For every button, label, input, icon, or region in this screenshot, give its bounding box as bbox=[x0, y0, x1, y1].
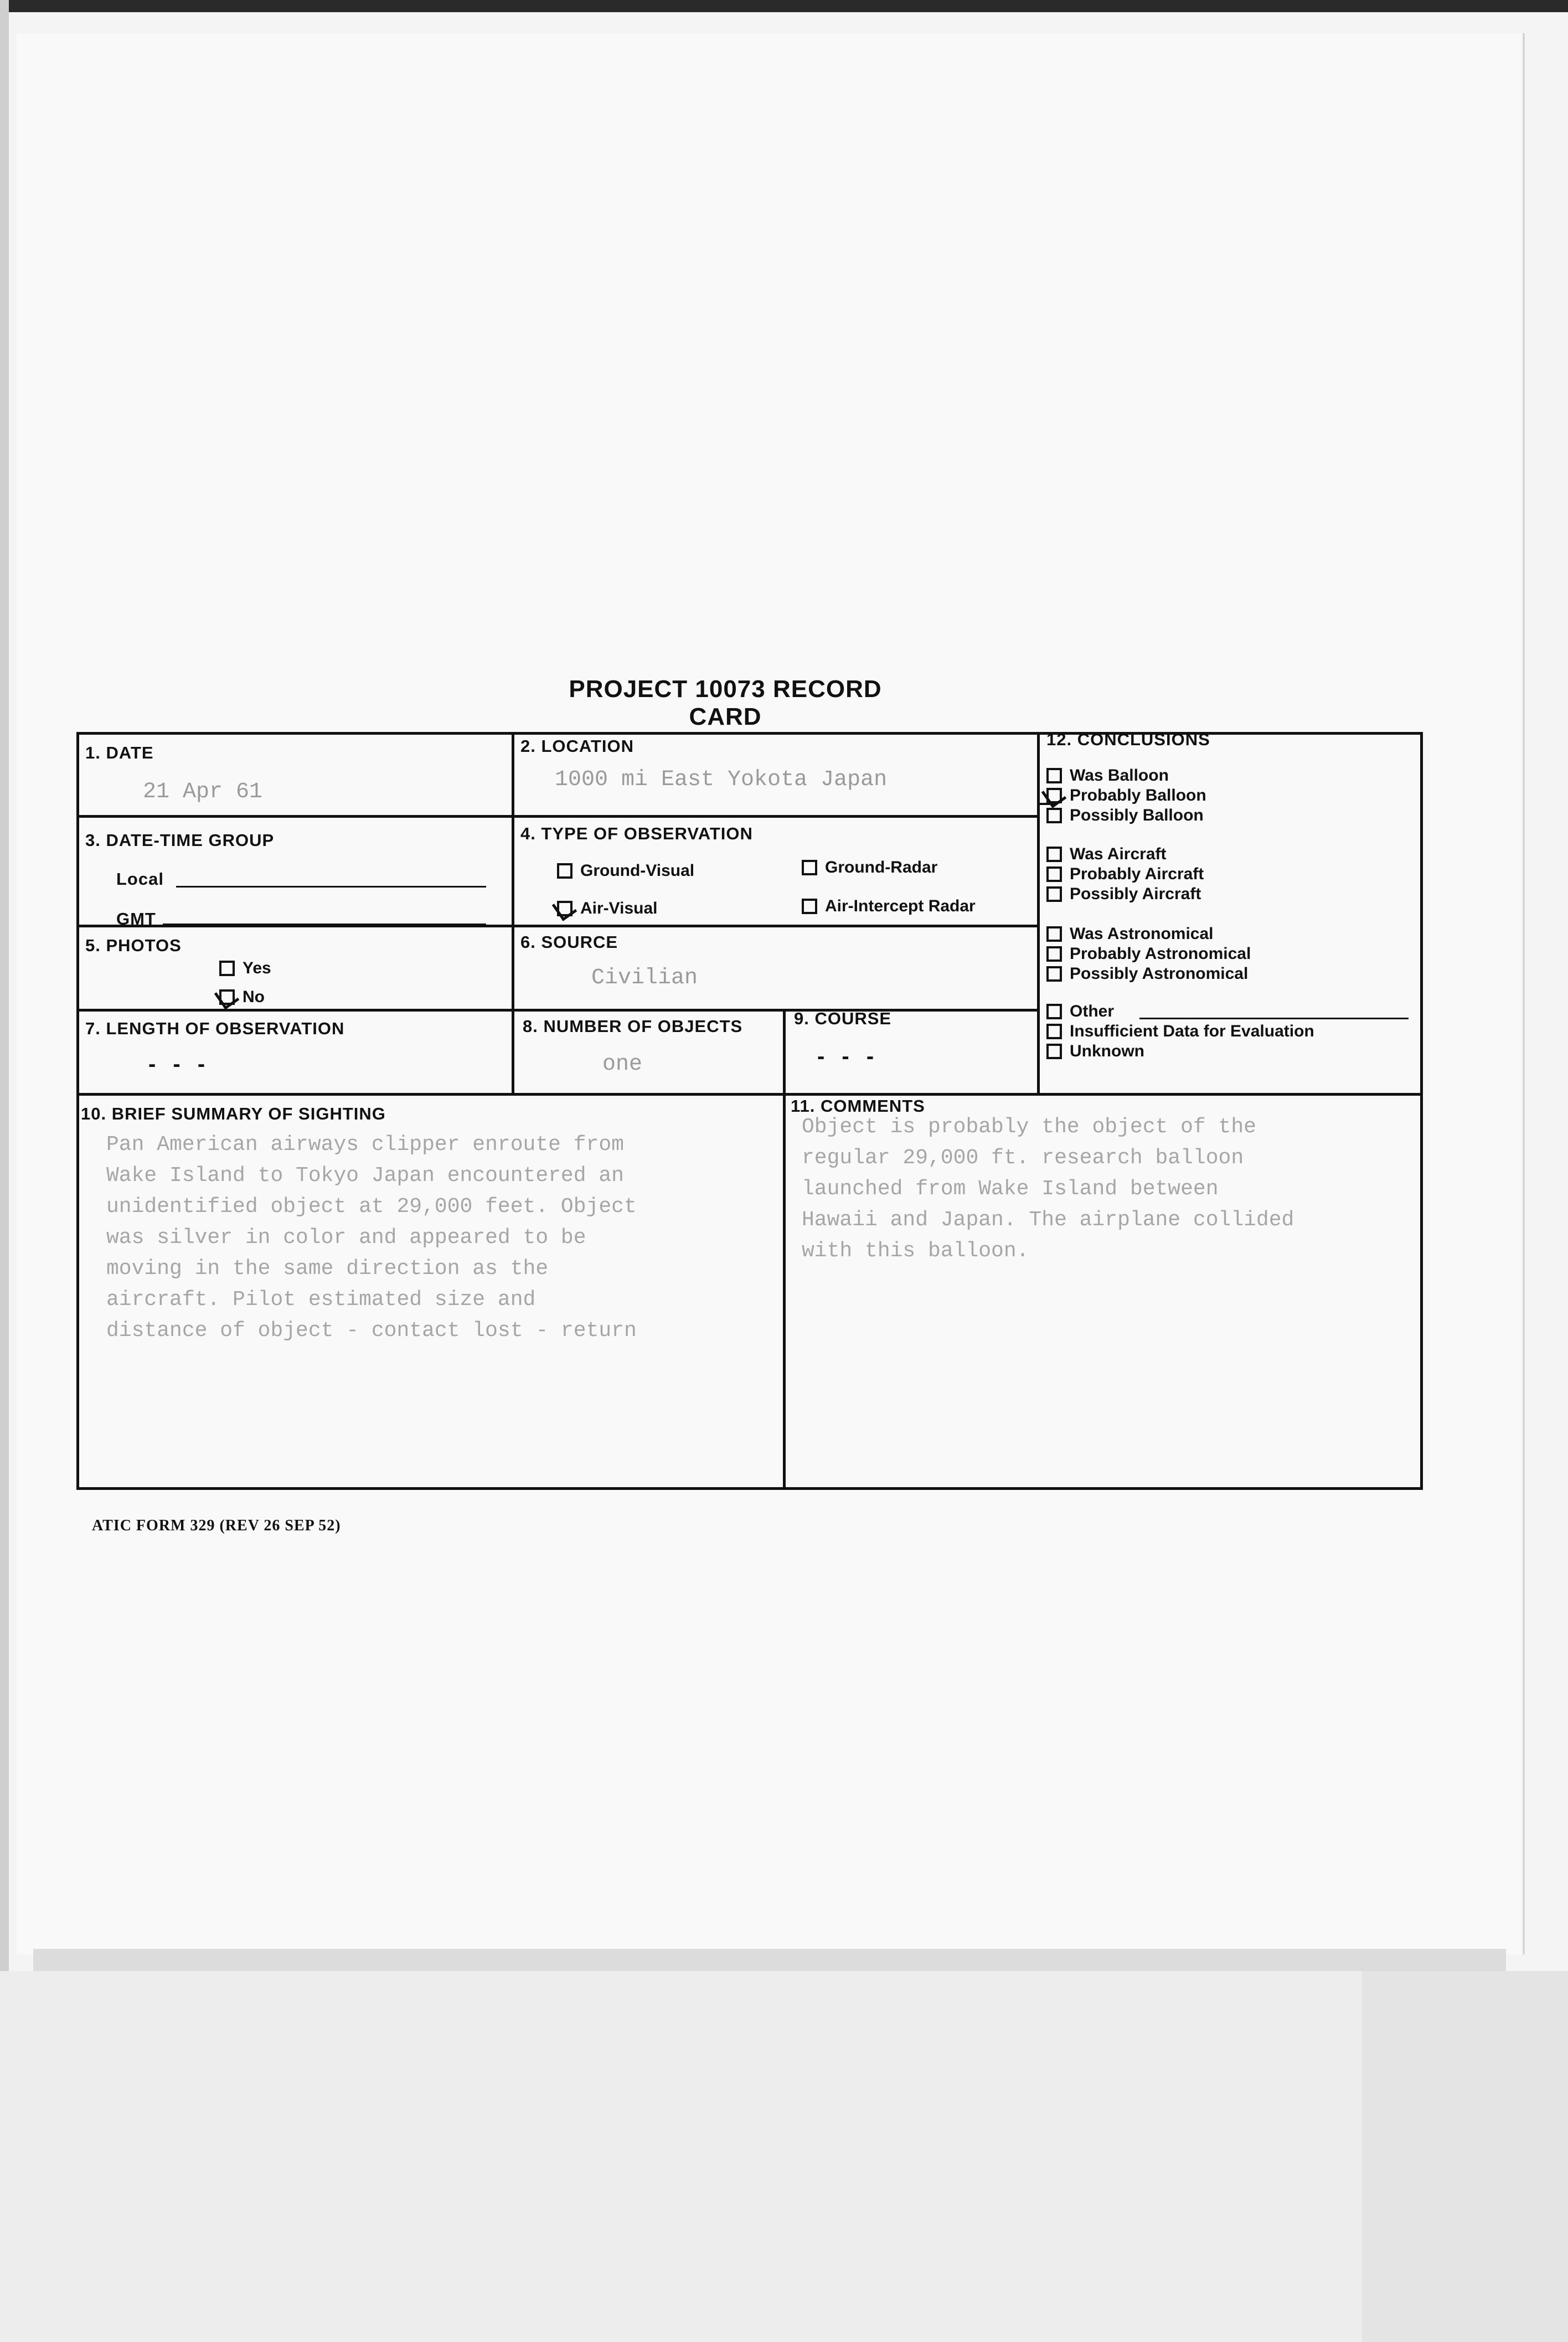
checkbox-air-visual[interactable] bbox=[557, 901, 572, 916]
conclusion-was-balloon-label: Was Balloon bbox=[1070, 766, 1169, 785]
conclusion-insufficient-data-label: Insufficient Data for Evaluation bbox=[1070, 1022, 1314, 1040]
card-border-left bbox=[76, 732, 79, 1490]
card-border-bottom bbox=[76, 1487, 1423, 1490]
option-air-intercept-radar-label: Air-Intercept Radar bbox=[825, 897, 976, 915]
checkbox-probably-aircraft[interactable] bbox=[1046, 866, 1062, 882]
divider-row4 bbox=[76, 1093, 1423, 1096]
checkbox-photos-yes[interactable] bbox=[219, 961, 235, 976]
brief-summary-text: Pan American airways clipper enroute from Wake Island to Tokyo Japan encountered an unidentified object at 29,000 feet. Object was silver in color and appeared to be moving in the same direction as the aircraft. Pilot estimated size and distance of object - contact lost - return bbox=[106, 1133, 637, 1343]
source-value: Civilian bbox=[591, 966, 698, 991]
brief-summary-label: 10. BRIEF SUMMARY OF SIGHTING bbox=[81, 1104, 386, 1123]
checkbox-was-aircraft[interactable] bbox=[1046, 847, 1062, 862]
scan-top-edge bbox=[0, 0, 1568, 12]
conclusion-possibly-astronomical[interactable] bbox=[1046, 964, 1248, 983]
length-of-observation-value: - - - bbox=[148, 1052, 211, 1076]
checkbox-probably-astronomical[interactable] bbox=[1046, 946, 1062, 962]
course-value: - - - bbox=[817, 1044, 880, 1069]
option-ground-radar[interactable] bbox=[802, 858, 937, 877]
card-border-right bbox=[1420, 732, 1423, 1490]
checkbox-was-astronomical[interactable] bbox=[1046, 926, 1062, 942]
gmt-label: GMT bbox=[116, 909, 156, 928]
conclusion-insufficient-data[interactable] bbox=[1046, 1022, 1314, 1041]
option-air-visual[interactable] bbox=[557, 899, 658, 918]
card-border-top bbox=[76, 732, 1423, 735]
comments-label: 11. COMMENTS bbox=[791, 1096, 925, 1116]
conclusion-probably-astronomical-label: Probably Astronomical bbox=[1070, 945, 1251, 963]
type-of-observation-label: 4. TYPE OF OBSERVATION bbox=[520, 824, 753, 843]
conclusion-probably-aircraft-label: Probably Aircraft bbox=[1070, 865, 1204, 883]
checkbox-possibly-astronomical[interactable] bbox=[1046, 966, 1062, 982]
comments-text: Object is probably the object of the regular 29,000 ft. research balloon launched from Wake Island between Hawaii and Japan. The airplane collided with this balloon. bbox=[802, 1115, 1294, 1263]
checkbox-unknown[interactable] bbox=[1046, 1044, 1062, 1059]
conclusion-unknown-label: Unknown bbox=[1070, 1042, 1144, 1060]
location-value: 1000 mi East Yokota Japan bbox=[555, 767, 888, 792]
length-of-observation-label: 7. LENGTH OF OBSERVATION bbox=[85, 1019, 345, 1038]
conclusion-probably-astronomical[interactable] bbox=[1046, 945, 1251, 963]
checkbox-possibly-balloon[interactable] bbox=[1046, 808, 1062, 823]
scan-backdrop-right bbox=[1362, 1971, 1568, 2342]
conclusion-was-astronomical[interactable] bbox=[1046, 925, 1214, 943]
course-label: 9. COURSE bbox=[794, 1009, 892, 1028]
option-ground-visual-label: Ground-Visual bbox=[580, 862, 695, 880]
photos-label: 5. PHOTOS bbox=[85, 936, 182, 955]
checkbox-probably-balloon[interactable] bbox=[1046, 788, 1062, 803]
checkbox-ground-radar[interactable] bbox=[802, 860, 817, 875]
conclusion-probably-balloon-label: Probably Balloon bbox=[1070, 786, 1206, 804]
option-photos-no-label: No bbox=[243, 988, 265, 1006]
scan-band bbox=[33, 1949, 1506, 1971]
record-card bbox=[76, 720, 1423, 1490]
date-value: 21 Apr 61 bbox=[143, 780, 263, 804]
conclusion-possibly-astronomical-label: Possibly Astronomical bbox=[1070, 964, 1249, 983]
date-label: 1. DATE bbox=[85, 743, 154, 762]
checkbox-other[interactable] bbox=[1046, 1004, 1062, 1019]
conclusion-possibly-balloon[interactable] bbox=[1046, 806, 1204, 825]
conclusion-possibly-aircraft-label: Possibly Aircraft bbox=[1070, 885, 1201, 903]
conclusion-was-astronomical-label: Was Astronomical bbox=[1070, 925, 1214, 943]
conclusions-mark-line bbox=[1037, 803, 1056, 805]
option-photos-no[interactable] bbox=[219, 988, 265, 1007]
conclusion-unknown[interactable] bbox=[1046, 1042, 1144, 1061]
local-fill-line bbox=[176, 886, 486, 888]
option-photos-yes-label: Yes bbox=[243, 959, 271, 977]
conclusion-probably-aircraft[interactable] bbox=[1046, 865, 1204, 884]
divider-col3 bbox=[1037, 732, 1040, 1093]
divider-col1 bbox=[512, 732, 514, 1093]
divider-row1-left bbox=[76, 815, 1037, 818]
location-label: 2. LOCATION bbox=[520, 736, 635, 756]
divider-row3-left bbox=[76, 1009, 1037, 1012]
divider-col2 bbox=[783, 1009, 786, 1487]
checkbox-was-balloon[interactable] bbox=[1046, 768, 1062, 783]
option-ground-visual[interactable] bbox=[557, 862, 694, 880]
option-air-visual-label: Air-Visual bbox=[580, 899, 658, 917]
conclusion-probably-balloon[interactable] bbox=[1046, 786, 1206, 805]
other-fill-line bbox=[1139, 1018, 1409, 1019]
conclusion-was-balloon[interactable] bbox=[1046, 766, 1169, 785]
option-ground-radar-label: Ground-Radar bbox=[825, 858, 938, 876]
local-label: Local bbox=[116, 869, 164, 889]
conclusion-possibly-aircraft[interactable] bbox=[1046, 885, 1201, 904]
checkbox-air-intercept-radar[interactable] bbox=[802, 899, 817, 914]
conclusion-other-label: Other bbox=[1070, 1002, 1115, 1020]
conclusion-was-aircraft[interactable] bbox=[1046, 845, 1167, 864]
card-title: PROJECT 10073 RECORD CARD bbox=[569, 675, 882, 730]
scan-left-edge bbox=[0, 0, 9, 1971]
number-of-objects-label: 8. NUMBER OF OBJECTS bbox=[523, 1017, 743, 1036]
conclusions-label: 12. CONCLUSIONS bbox=[1046, 730, 1210, 749]
number-of-objects-value: one bbox=[602, 1052, 643, 1077]
option-photos-yes[interactable] bbox=[219, 959, 271, 978]
checkbox-insufficient-data[interactable] bbox=[1046, 1024, 1062, 1039]
conclusion-possibly-balloon-label: Possibly Balloon bbox=[1070, 806, 1204, 824]
date-time-group-label: 3. DATE-TIME GROUP bbox=[85, 830, 275, 850]
checkbox-ground-visual[interactable] bbox=[557, 863, 572, 879]
conclusion-other[interactable] bbox=[1046, 1002, 1114, 1021]
checkbox-photos-no[interactable] bbox=[219, 989, 235, 1005]
scan-backdrop bbox=[0, 1971, 1568, 2342]
conclusion-was-aircraft-label: Was Aircraft bbox=[1070, 845, 1167, 863]
option-air-intercept-radar[interactable] bbox=[802, 897, 976, 916]
checkbox-possibly-aircraft[interactable] bbox=[1046, 886, 1062, 902]
gmt-fill-line bbox=[163, 924, 486, 925]
source-label: 6. SOURCE bbox=[520, 932, 618, 952]
form-footer: ATIC FORM 329 (REV 26 SEP 52) bbox=[92, 1517, 341, 1534]
